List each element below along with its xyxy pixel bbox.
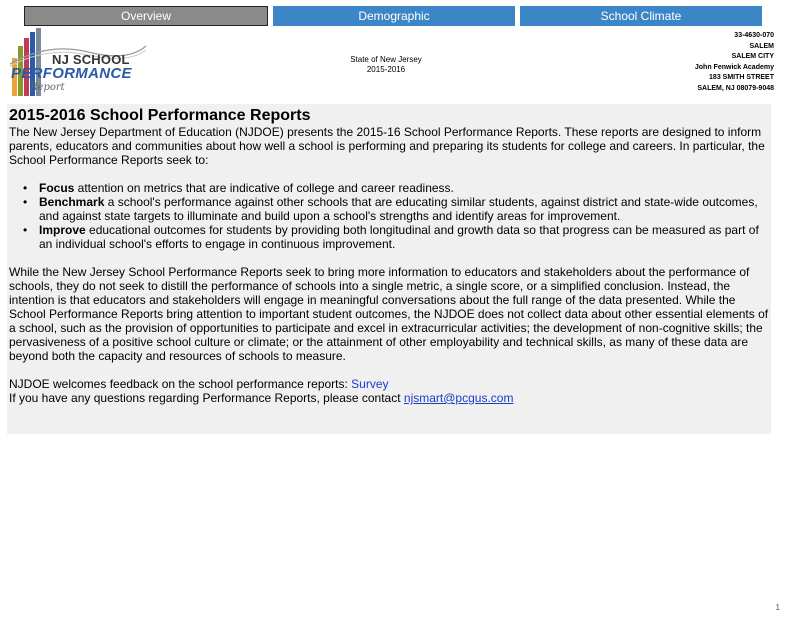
list-item (23, 195, 769, 223)
feedback-text: NJDOE welcomes feedback on the school performance reports: (9, 377, 352, 391)
school-info (695, 31, 774, 94)
state-name: State of New Jersey (350, 55, 422, 64)
body-paragraph: While the New Jersey School Performance Reports seek to bring more information to educators and stakeholders about the performance of schools, they do not seek to distill the performance of schools into a single metric, a single score, or a simplified conclusion. Instead, the intention is that educators and stakeholders will engage in meaningful conversations about the full range of the data presented. While the School Performance Reports bring attention to important student outcomes, the NJDOE does not collect data about other essential elements of a school, such as the provision of opportunities to participate and excel in extracurricular activities; the development of non-cognitive skills; the pervasiveness of a positive school culture or climate; or the attainment of other employability and technical skills, as many of these data are beyond both the capacity and resources of schools to measure. (9, 265, 769, 363)
report-header (8, 28, 774, 98)
goal-text: educational outcomes for students by providing both longitudinal and growth data so that progress can be measured as part of an individual school's efforts to engage in continuous improvement. (39, 223, 759, 251)
page-title: 2015-2016 School Performance Reports (9, 107, 311, 124)
tab-school-climate[interactable]: School Climate (520, 6, 762, 26)
bullet-icon: • (23, 195, 28, 209)
survey-link[interactable]: Survey (351, 377, 389, 391)
contact-line (9, 391, 769, 405)
state-info (326, 55, 446, 75)
bullet-icon: • (23, 181, 28, 195)
overview-panel (7, 104, 771, 434)
intro-paragraph: The New Jersey Department of Education (NJDOE) presents the 2015-16 School Performance Reports. These reports are designed to inform parents, educators and communities about how well a school is performing and preparing its students for college and careers. In particular, the School Performance Reports seek to: (9, 125, 765, 167)
goals-list (9, 181, 769, 251)
feedback-line (9, 377, 769, 391)
list-item (23, 181, 769, 195)
county-name: SALEM (749, 42, 774, 50)
school-code: 33-4630-070 (734, 32, 774, 39)
goal-text: attention on metrics that are indicative of college and career readiness. (74, 181, 454, 195)
logo-line-3: Report (30, 82, 65, 93)
district-name: SALEM CITY (731, 53, 774, 60)
school-city: SALEM, NJ 08079-9048 (697, 84, 774, 92)
report-year: 2015-2016 (366, 65, 406, 74)
goal-keyword: Benchmark (39, 195, 105, 209)
school-street: 183 SMITH STREET (709, 74, 774, 81)
logo-line-2: PERFORMANCE (11, 65, 132, 82)
tab-bar (24, 6, 762, 26)
email-link[interactable]: njsmart@pcgus.com (403, 391, 514, 405)
nj-school-performance-logo (8, 28, 148, 98)
list-item (23, 223, 769, 251)
school-name: John Fenwick Academy (694, 63, 774, 71)
goal-keyword: Improve (39, 223, 86, 237)
bullet-icon: • (23, 223, 28, 237)
logo-line-1: NJ SCHOOL (52, 52, 130, 67)
goal-keyword: Focus (39, 181, 75, 195)
tab-demographic[interactable]: Demographic (273, 6, 515, 26)
contact-text: If you have any questions regarding Performance Reports, please contact (9, 391, 404, 405)
page-number: 1 (775, 603, 780, 612)
goal-text: a school's performance against other schools that are educating similar students, against district and state-wide outcomes, and against state targets to illuminate and build upon a school's strengths and identify areas for improvement. (39, 195, 758, 223)
tab-overview[interactable]: Overview (24, 6, 268, 26)
spacer (9, 363, 769, 377)
